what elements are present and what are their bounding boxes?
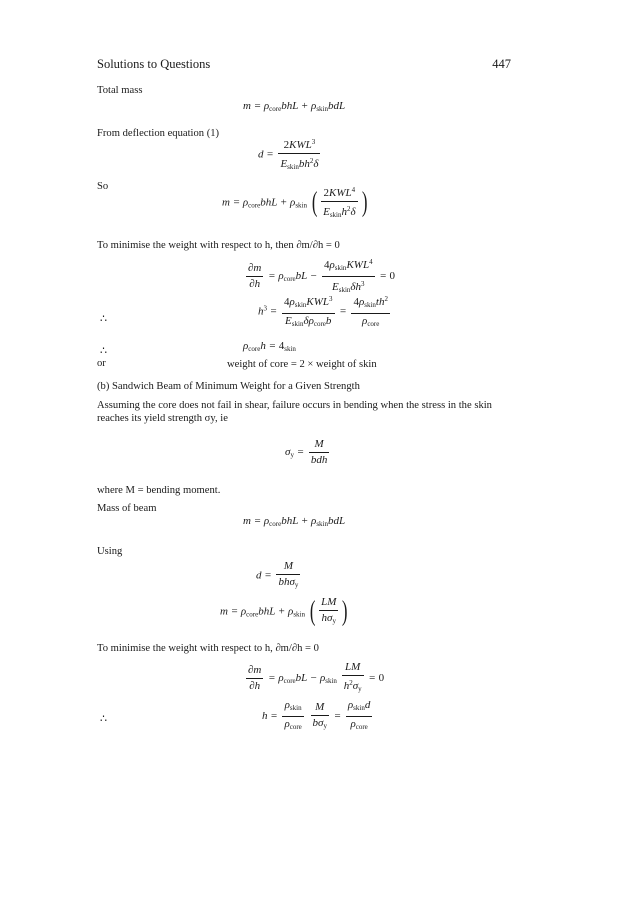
running-title: Solutions to Questions xyxy=(97,57,211,71)
equation-beam-mass: $m = \rho_{core}bhL + \rho_{skin}bdL$ xyxy=(243,515,346,528)
equation-mass-strength: $m = \rho_{core}bhL + \rho_{skin}$ ( $\frac{LM}{h\sigma_y}$ ) xyxy=(220,596,348,627)
text-so: So xyxy=(97,181,109,192)
section-heading-b: (b) Sandwich Beam of Minimum Weight for a Given Strength xyxy=(97,381,360,392)
therefore-symbol: ∴ xyxy=(100,313,107,325)
text-weight-relation: weight of core = 2 × weight of skin xyxy=(227,359,377,370)
equation-derivative-2: $\frac{\partial m}{\partial h}$ = $\rho_{core}bL - \rho_{skin}$ $\frac{LM}{h^2\sigma_y}$ = 0 xyxy=(248,661,385,693)
text-where-m: where M = bending moment. xyxy=(97,485,221,496)
text-mass-of-beam: Mass of beam xyxy=(97,503,157,514)
equation-derivative-1: $\frac{\partial m}{\partial h}$ = $\rho_{core}bL$ − $\frac{4\rho_{skin}KWL^4}{E_{skin}\delta h^3}$ = 0 xyxy=(248,258,395,294)
text-assuming: Assuming the core does not fail in shear, failure occurs in bending when the stress in the skin reaches its yield strength σy, ie xyxy=(97,400,492,424)
text-minimise-1: To minimise the weight with respect to h, then ∂m/∂h = 0 xyxy=(97,240,340,251)
text-minimise-2: To minimise the weight with respect to h, ∂m/∂h = 0 xyxy=(97,643,319,654)
equation-d-strength: d = $\frac{M}{bh\sigma_y}$ xyxy=(256,560,299,589)
equation-yield-stress: $\sigma_y$ = $\frac{M}{\text{bdh}}$ xyxy=(285,438,328,466)
equation-total-mass: $m = \rho_{core}bhL + \rho_{skin}bdL$ xyxy=(243,100,346,113)
text-or: or xyxy=(97,358,106,369)
text-using: Using xyxy=(97,546,123,557)
text-from-deflection: From deflection equation (1) xyxy=(97,128,220,139)
equation-h-optimal: h = $\frac{\rho_{skin}}{\rho_{core}}$ $\frac{M}{b\sigma_y}$ = $\frac{\rho_{skin}d}{\rho_{core}}$ xyxy=(262,699,371,731)
text-total-mass: Total mass xyxy=(97,85,143,96)
therefore-symbol: ∴ xyxy=(100,713,107,725)
page-header xyxy=(97,57,511,73)
equation-core-skin: $\rho_{core}h = 4_{skin}$ xyxy=(243,340,296,353)
therefore-symbol: ∴ xyxy=(100,345,107,357)
page-number: 447 xyxy=(492,57,511,71)
equation-mass-substituted: $m = \rho_{core}bhL + \rho_{skin}$ ( $\frac{2KWL^4}{E_{skin}h^2\delta}$ ) xyxy=(222,186,368,219)
equation-deflection: d = $\frac{2KWL^3}{E_{skin}bh^2\delta}$ xyxy=(258,138,319,171)
equation-h-cubed: $h^3$ = $\frac{4\rho_{skin}KWL^3}{E_{skin}\delta\rho_{core}b}$ = $\frac{4\rho_{skin}th^2}{\rho_{core}}$ xyxy=(258,295,388,328)
